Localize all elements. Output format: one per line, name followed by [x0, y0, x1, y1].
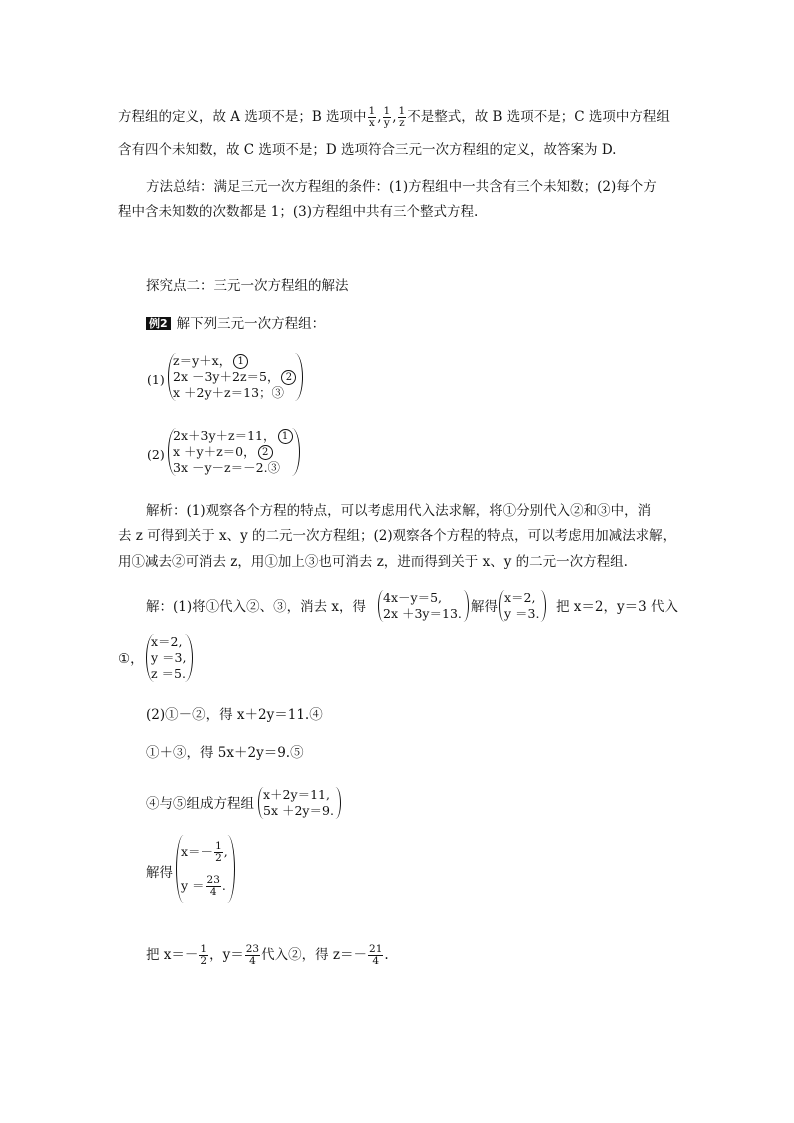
- sys1-eq2: 2x －3y＋2z＝5， 2: [173, 369, 296, 385]
- circled-2: 2: [258, 445, 273, 460]
- solution-step1: (2)①－②，得 x＋2y＝11.④: [146, 707, 323, 723]
- sysC-eq2: y ＝3,: [151, 650, 187, 665]
- sysE-y: y ＝ $\frac{23}{4}$ .: [181, 874, 226, 898]
- solution-final: 把 x＝－ $\frac{1}{2}$ ，y＝ $\frac{23}{4}$ 代入②，得 z＝－ $\frac{21}{4}$ .: [146, 943, 389, 967]
- sysA-eq1: 4x－y＝5,: [383, 590, 442, 605]
- solution-line2-prefix: ①，: [118, 651, 144, 667]
- fraction-23-over-4: $\frac{23}{4}$: [206, 874, 220, 898]
- sysA-eq2: 2x ＋3y＝13.: [383, 606, 462, 621]
- solution-step2: ①＋③，得 5x＋2y＝9.⑤: [146, 745, 304, 761]
- solution-mid: 解得: [471, 599, 498, 615]
- sys2-eq2: x ＋y＋z＝0， 2: [173, 444, 293, 460]
- fraction-1-over-2: $\frac{1}{2}$: [200, 943, 208, 967]
- fraction-1-over-y: $\frac{1}{y}$: [383, 105, 391, 129]
- fraction-1-over-2: $\frac{1}{2}$: [215, 840, 222, 864]
- circled-2: 2: [281, 370, 296, 385]
- sys1-eq1: z＝y＋x， 1: [173, 353, 296, 369]
- example-text: 解下列三元一次方程组：: [176, 316, 326, 332]
- example-heading: [146, 315, 325, 333]
- sys2-label: (2): [147, 447, 165, 462]
- p1-line2: 含有四个未知数，故 C 选项不是；D 选项符合三元一次方程组的定义，故答案为 D.: [118, 142, 617, 158]
- sysD-brace: [258, 787, 341, 819]
- section-title: 探究点二：三元一次方程组的解法: [146, 278, 349, 294]
- fraction-23-over-4: $\frac{23}{4}$: [245, 943, 260, 967]
- sys1-eq3: x ＋2y＋z＝13；③: [173, 385, 285, 400]
- sysB-eq1: x＝2,: [504, 590, 536, 605]
- sysC-eq3: z ＝5.: [151, 666, 186, 681]
- sys1-label: (1): [147, 372, 165, 387]
- sys2-eq3: 3x －y－z＝－2.③: [173, 460, 281, 475]
- sys1-brace: [168, 353, 303, 401]
- solution-tail: 把 x＝2，y＝3 代入: [556, 599, 679, 615]
- solution-step3: ④与⑤组成方程组: [146, 796, 254, 812]
- analysis-line1: 解析：(1)观察各个方程的特点，可以考虑用代入法求解，将①分别代入②和③中，消: [146, 503, 652, 519]
- analysis-line2: 去 z 可得到关于 x、y 的二元一次方程组；(2)观察各个方程的特点，可以考虑用加减法求解，: [118, 528, 677, 544]
- fraction-21-over-4: $\frac{21}{4}$: [369, 943, 383, 967]
- fraction-1-over-x: $\frac{1}{x}$: [368, 105, 376, 129]
- sysB-brace: [499, 590, 546, 622]
- circled-1: 1: [233, 354, 248, 369]
- solution-intro: 解：(1)将①代入②、③，消去 x，得: [146, 599, 367, 615]
- analysis-line3: 用①减去②可消去 z，用①加上③也可消去 z，进而得到关于 x、y 的二元一次方程组.: [118, 554, 628, 570]
- sysE-x: x＝－ $\frac{1}{2}$ ,: [181, 840, 228, 864]
- sys2-eq1: 2x＋3y＋z＝11， 1: [173, 428, 293, 444]
- circled-1: 1: [278, 429, 293, 444]
- sysA-brace: [378, 590, 469, 622]
- sys2-brace: [168, 428, 300, 476]
- sysB-eq2: y ＝3.: [504, 606, 540, 621]
- example-label: 例2: [146, 317, 171, 330]
- method-line2: 程中含未知数的次数都是 1；(3)方程组中共有三个整式方程.: [118, 204, 479, 220]
- sysE-brace: [176, 835, 235, 903]
- method-line1: 方法总结：满足三元一次方程组的条件：(1)方程组中一共含有三个未知数；(2)每个方: [146, 179, 657, 195]
- solution-solved: 解得: [146, 865, 173, 881]
- p1-line1: 方程组的定义，故 A 选项不是；B 选项中 $\frac{1}{x}$ , $\frac{1}{y}$ , $\frac{1}{z}$ 不是整式，故 B 选项不是；C 选项中方程组: [118, 105, 670, 129]
- sysD-eq1: x＋2y＝11,: [263, 787, 330, 802]
- sysC-eq1: x＝2,: [151, 634, 183, 649]
- sysC-brace: [146, 634, 193, 682]
- sysD-eq2: 5x ＋2y＝9.: [263, 803, 334, 818]
- fraction-1-over-z: $\frac{1}{z}$: [398, 105, 406, 129]
